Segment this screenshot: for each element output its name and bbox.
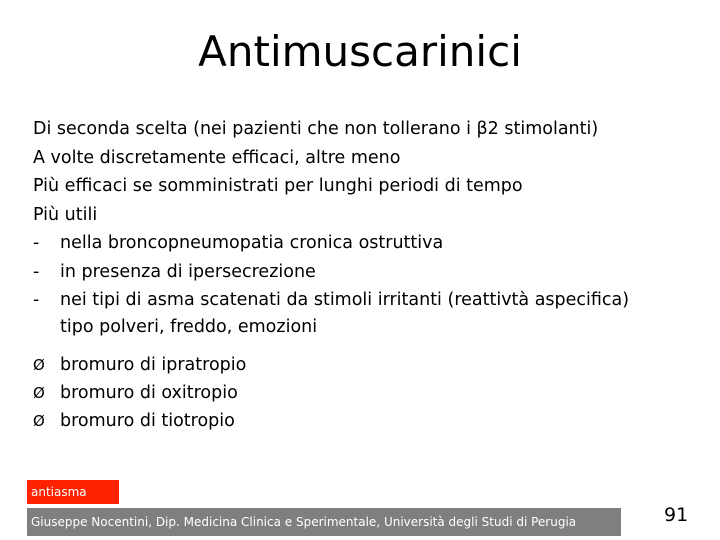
drug-list-item	[33, 351, 246, 379]
slide-title: Antimuscarinici	[198, 27, 522, 76]
drug-list-item	[33, 379, 246, 407]
body-line: A volte discretamente efficaci, altre meno	[33, 147, 401, 168]
drug-name: bromuro di ipratropio	[60, 355, 247, 375]
dash-item-continuation: tipo polveri, freddo, emozioni	[60, 316, 318, 337]
dash-item-text: nella broncopneumopatia cronica ostruttiva	[60, 233, 444, 253]
drug-list-item	[33, 407, 246, 435]
drug-name: bromuro di tiotropio	[60, 411, 235, 431]
topic-tag: antiasma	[27, 480, 119, 504]
page-number: 91	[664, 504, 689, 526]
footer-credit: Giuseppe Nocentini, Dip. Medicina Clinica e Sperimentale, Università degli Studi di Perugia	[27, 508, 621, 536]
body-line: Più efficaci se somministrati per lunghi periodi di tempo	[33, 176, 523, 196]
arrow-bullet-icon: Ø	[33, 384, 45, 402]
arrow-bullet-icon: Ø	[33, 356, 45, 374]
drug-list	[33, 351, 246, 435]
dash-item-text: in presenza di ipersecrezione	[60, 261, 316, 282]
drug-name: bromuro di oxitropio	[60, 383, 238, 403]
dash-list-item	[33, 229, 703, 258]
dash-item-text: nei tipi di asma scatenati da stimoli irritanti (reattivtà aspecifica)	[60, 290, 630, 310]
slide-body	[33, 115, 703, 339]
body-line: Di seconda scelta (nei pazienti che non tollerano i β2 stimolanti)	[33, 119, 599, 139]
dash-bullet: -	[33, 233, 40, 253]
dash-list-item	[33, 258, 703, 287]
arrow-bullet-icon: Ø	[33, 412, 45, 430]
dash-list-item	[33, 286, 703, 315]
body-line: Più utili	[33, 204, 98, 225]
dash-bullet: -	[33, 290, 40, 310]
dash-bullet: -	[33, 261, 40, 282]
